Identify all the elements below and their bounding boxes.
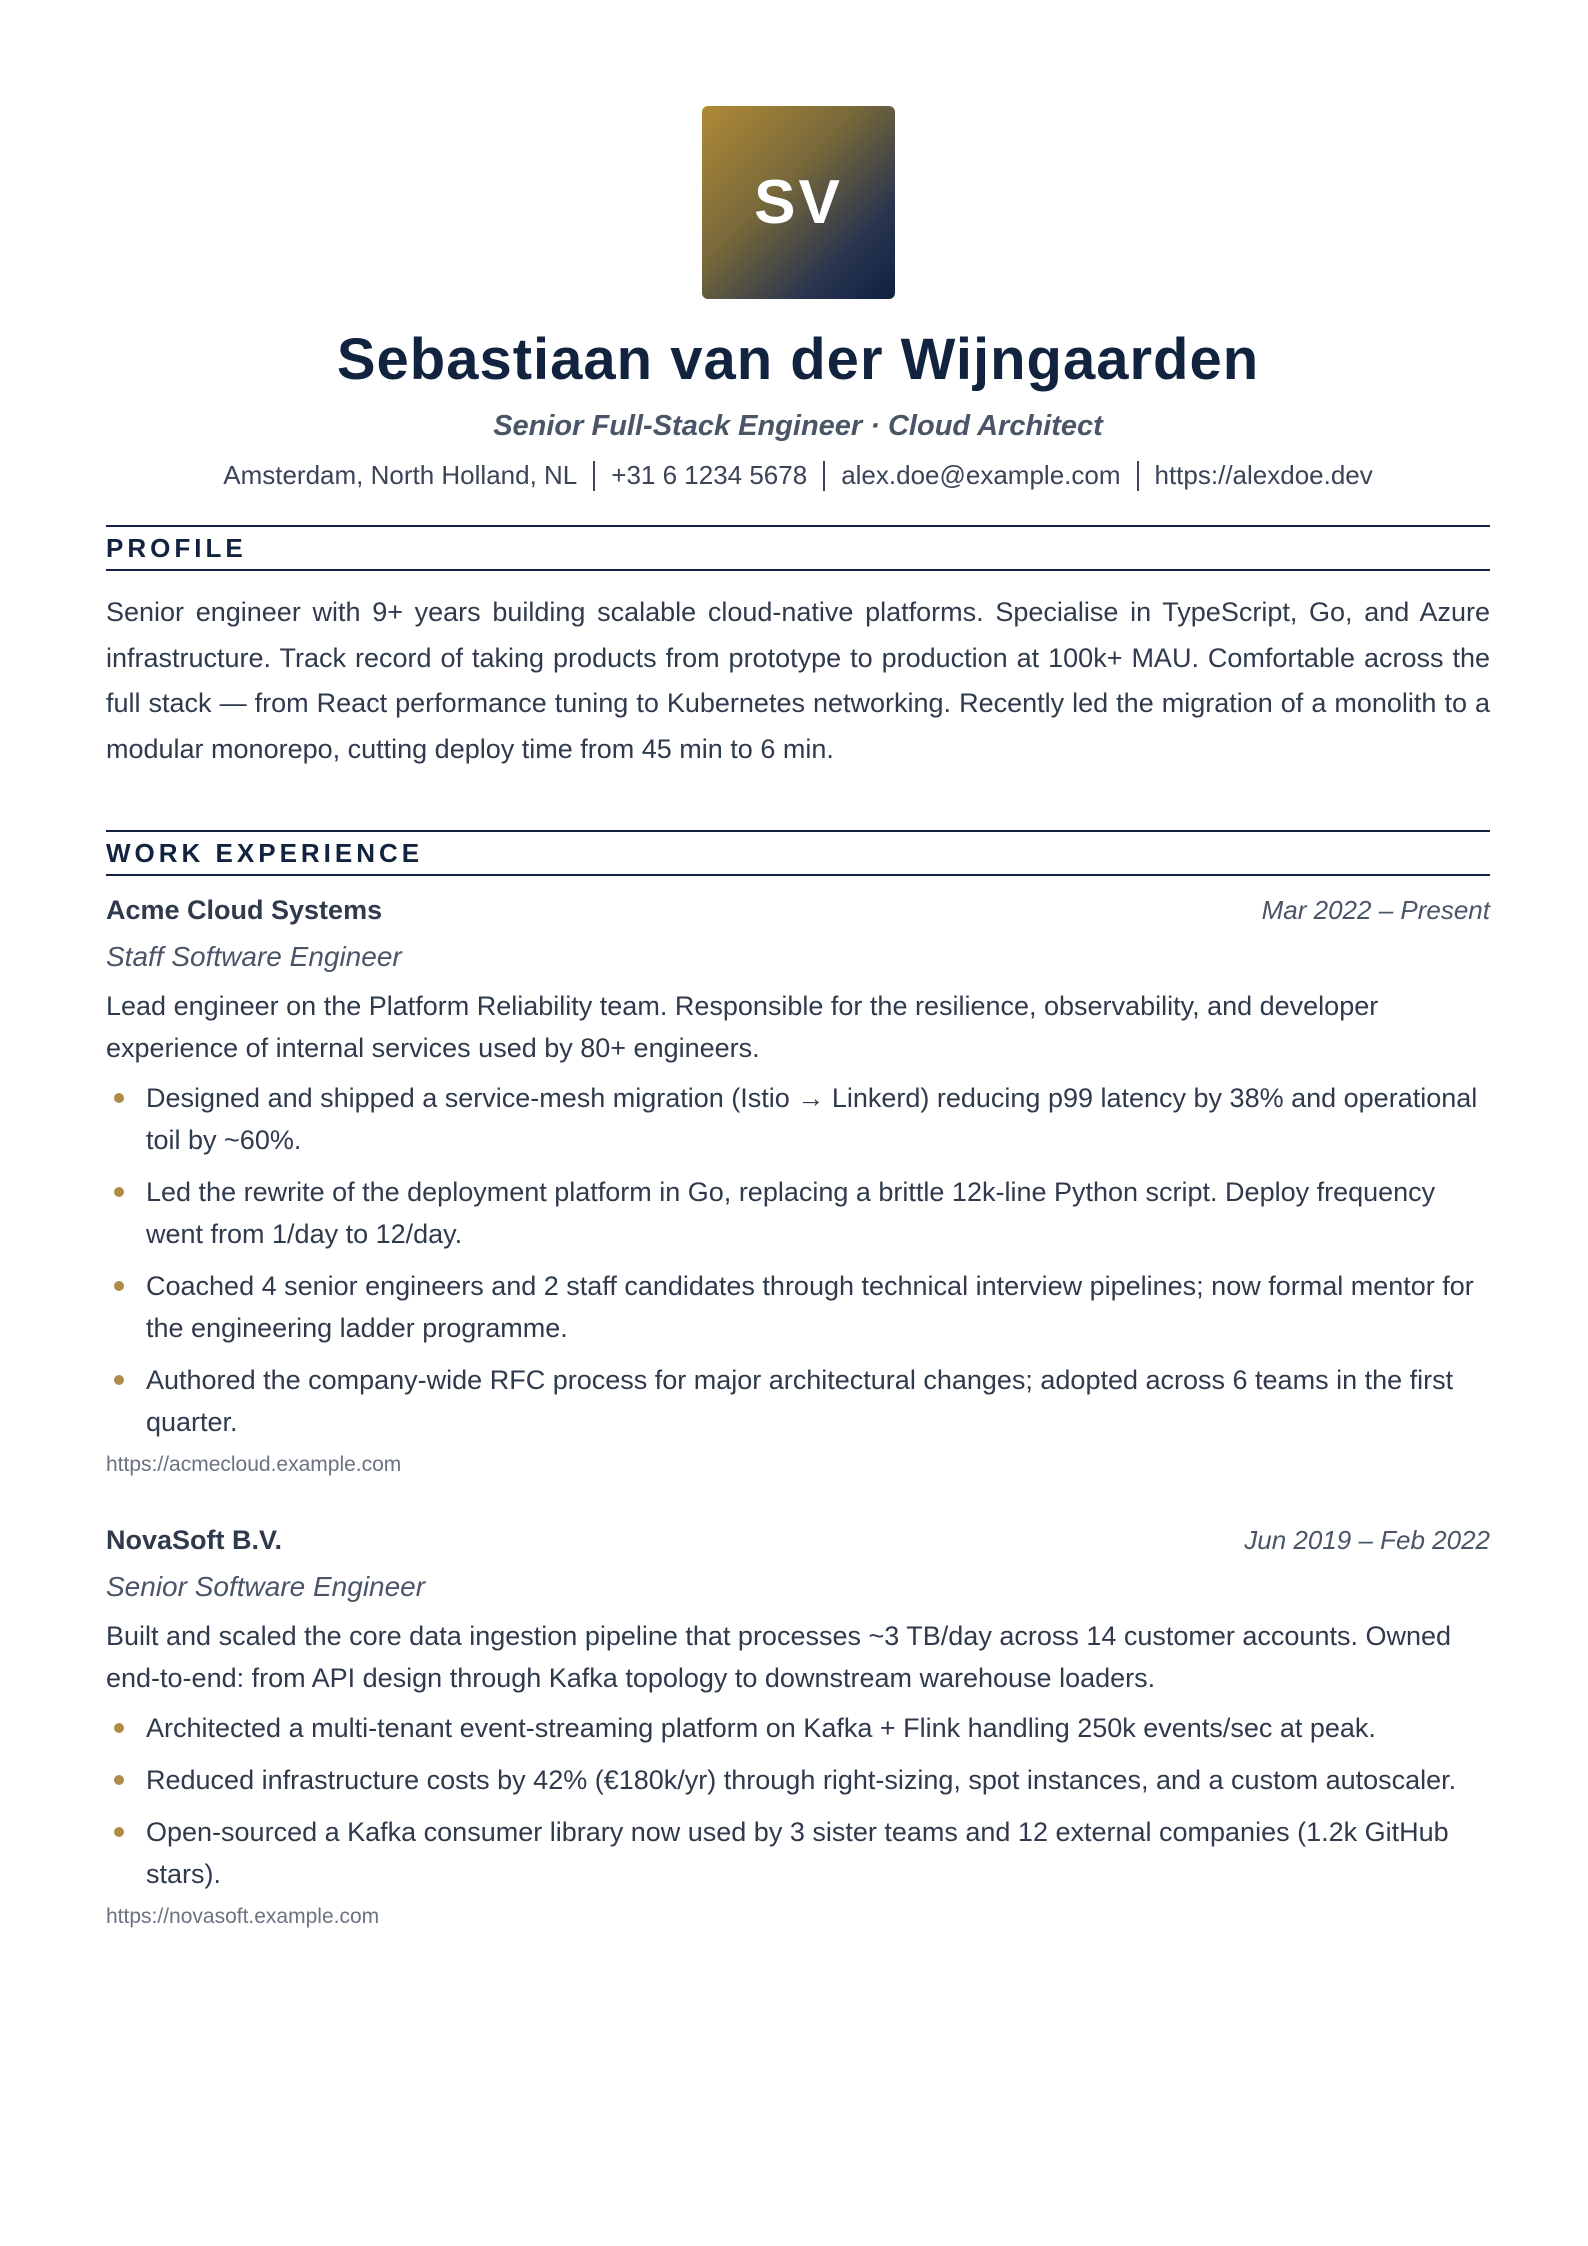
job-company: NovaSoft B.V.	[106, 1525, 283, 1555]
section-title: PROFILE	[106, 532, 247, 563]
job-header	[106, 1525, 1490, 1567]
contact-line	[106, 460, 1490, 491]
achievement-text: Coached 4 senior engineers and 2 staff candidates through technical interview pipelines; now formal mentor for the engineering ladder programme.	[146, 1271, 1474, 1343]
achievement-item	[106, 1265, 1490, 1349]
job-company: Acme Cloud Systems	[106, 895, 383, 925]
job-achievements	[106, 1707, 1490, 1895]
bullet-dot-icon	[114, 1281, 124, 1291]
contact-divider	[593, 461, 595, 491]
bullet-dot-icon	[114, 1187, 124, 1197]
achievement-item	[106, 1707, 1490, 1749]
achievement-text: Led the rewrite of the deployment platform in Go, replacing a brittle 12k-line Python script. Deploy frequency went from 1/day to 12/day.	[146, 1177, 1436, 1249]
achievement-text: Open-sourced a Kafka consumer library now used by 3 sister teams and 12 external companies (1.2k GitHub stars).	[146, 1817, 1449, 1889]
job-role: Staff Software Engineer	[106, 941, 402, 972]
contact-divider	[823, 461, 825, 491]
contact-divider	[1137, 461, 1139, 491]
bullet-dot-icon	[114, 1827, 124, 1837]
bullet-dot-icon	[114, 1375, 124, 1385]
contact-phone[interactable]: +31 6 1234 5678	[611, 460, 808, 490]
section-title: WORK EXPERIENCE	[106, 837, 424, 868]
contact-location: Amsterdam, North Holland, NL	[223, 460, 578, 490]
job-header	[106, 895, 1490, 937]
achievement-item	[106, 1359, 1490, 1443]
profile-summary: Senior engineer with 9+ years building scalable cloud-native platforms. Specialise in TypeScript, Go, and Azure infrastructure. Track record of taking products from prototype to production at 100k+ MAU. Comfortable across the full stack — from React performance tuning to Kubernetes networking. Recently led the migration of a monolith to a modular monorepo, cutting deploy time from 45 min to 6 min.	[106, 597, 1490, 764]
job-company-link[interactable]: https://novasoft.example.com	[106, 1905, 380, 1928]
achievement-item	[106, 1759, 1490, 1801]
job-entry	[106, 895, 1490, 1477]
contact-email[interactable]: alex.doe@example.com	[841, 460, 1121, 490]
achievement-text: Authored the company-wide RFC process for major architectural changes; adopted across 6 teams in the first quarter.	[146, 1365, 1454, 1437]
job-summary: Lead engineer on the Platform Reliability team. Responsible for the resilience, observability, and developer experience of internal services used by 80+ engineers.	[106, 991, 1379, 1063]
avatar-initials: SV	[702, 106, 895, 299]
job-dates: Mar 2022 – Present	[1261, 895, 1490, 925]
job-company-link[interactable]: https://acmecloud.example.com	[106, 1453, 402, 1476]
job-entry	[106, 1525, 1490, 1929]
candidate-headline: Senior Full-Stack Engineer · Cloud Architect	[493, 410, 1103, 442]
achievement-item	[106, 1171, 1490, 1255]
achievement-item	[106, 1077, 1490, 1161]
job-summary: Built and scaled the core data ingestion pipeline that processes ~3 TB/day across 14 customer accounts. Owned end-to-end: from API design through Kafka topology to downstream warehouse loaders.	[106, 1621, 1452, 1693]
achievement-item	[106, 1811, 1490, 1895]
job-role: Senior Software Engineer	[106, 1571, 426, 1602]
section-heading-experience	[106, 830, 1490, 876]
contact-website[interactable]: https://alexdoe.dev	[1154, 460, 1373, 490]
job-dates: Jun 2019 – Feb 2022	[1244, 1525, 1490, 1555]
bullet-dot-icon	[114, 1723, 124, 1733]
achievement-text: Reduced infrastructure costs by 42% (€180k/yr) through right-sizing, spot instances, and a custom autoscaler.	[146, 1765, 1457, 1795]
section-heading-profile	[106, 525, 1490, 571]
job-achievements	[106, 1077, 1490, 1443]
candidate-name: Sebastiaan van der Wijngaarden	[336, 327, 1260, 392]
bullet-dot-icon	[114, 1093, 124, 1103]
achievement-text: Architected a multi-tenant event-streaming platform on Kafka + Flink handling 250k events/sec at peak.	[146, 1713, 1376, 1743]
achievement-text: Designed and shipped a service-mesh migration (Istio → Linkerd) reducing p99 latency by 38% and operational toil by ~60%.	[146, 1083, 1478, 1155]
bullet-dot-icon	[114, 1775, 124, 1785]
